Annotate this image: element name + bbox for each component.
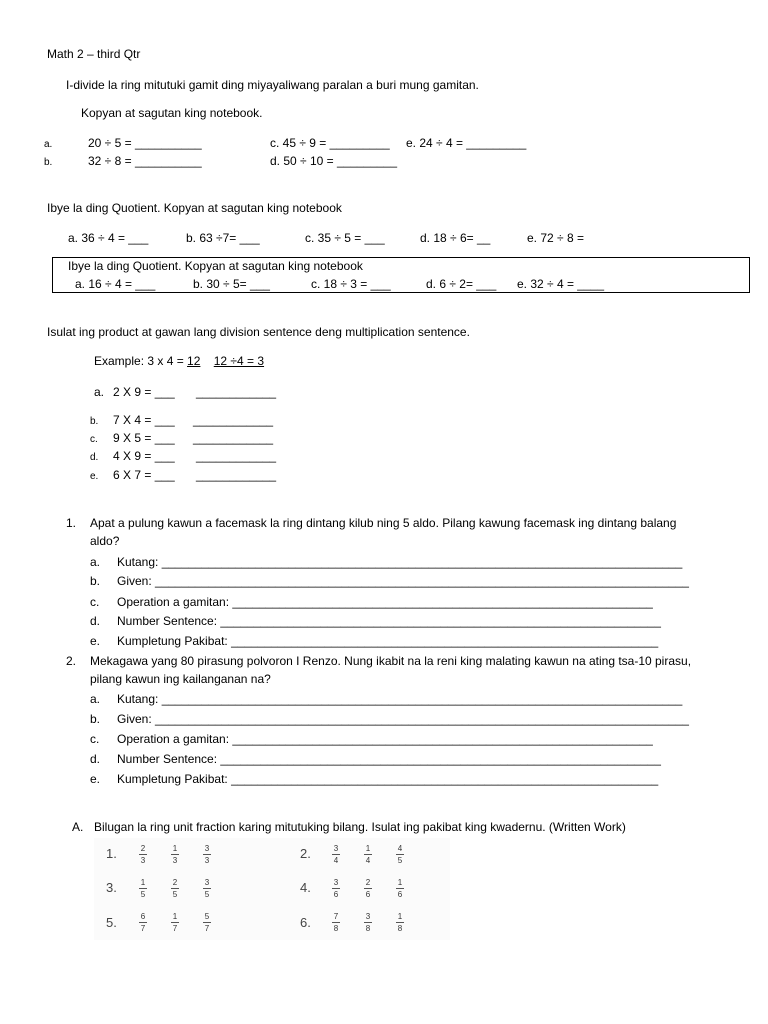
quotient-item: c. 18 ÷ 3 = ___ (311, 277, 391, 291)
sub-field: Given: ________________________________________________________________________________ (117, 574, 689, 588)
group-label: 6. (300, 915, 311, 930)
division-item: 32 ÷ 8 = __________ (88, 154, 202, 168)
denominator: 7 (204, 924, 210, 933)
multiplication-item: 4 X 9 = ___ (113, 449, 175, 463)
fraction (137, 878, 149, 899)
item-letter: e. (90, 471, 99, 482)
fraction (201, 878, 213, 899)
fraction (201, 912, 213, 933)
denominator: 7 (172, 924, 178, 933)
example (94, 354, 264, 368)
sub-letter: b. (90, 574, 101, 588)
example-label: Example: 3 x 4 = (94, 354, 188, 368)
sub-field: Operation a gamitan: _______________________________________________________________ (117, 595, 653, 609)
instruction-divide: I-divide la ring mitutuki gamit ding miyayaliwang paralan a buri mung gamitan. (66, 78, 479, 92)
multiplication-item: 9 X 5 = ___ (113, 431, 175, 445)
quotient-item: b. 30 ÷ 5= ___ (193, 277, 270, 291)
sub-field: Operation a gamitan: _______________________________________________________________ (117, 732, 653, 746)
item-letter: b. (90, 416, 99, 427)
denominator: 6 (397, 890, 403, 899)
problem-number: 1. (66, 516, 77, 530)
answer-blank: ____________ (196, 385, 277, 399)
numerator: 1 (397, 878, 403, 887)
denominator: 4 (365, 856, 371, 865)
fraction (362, 844, 374, 865)
fraction (394, 878, 406, 899)
sub-field: Number Sentence: __________________________________________________________________ (117, 752, 661, 766)
answer-blank: ____________ (196, 468, 277, 482)
fraction (330, 912, 342, 933)
denominator: 6 (365, 890, 371, 899)
numerator: 3 (333, 878, 339, 887)
denominator: 5 (172, 890, 178, 899)
sub-letter: c. (90, 595, 100, 609)
problem-text: Apat a pulung kawun a facemask la ring dintang kilub ning 5 aldo. Pilang kawung facemask ing dintang balang (90, 516, 677, 530)
sub-field: Number Sentence: __________________________________________________________________ (117, 614, 661, 628)
group-label: 4. (300, 880, 311, 895)
sub-letter: d. (90, 614, 101, 628)
denominator: 3 (140, 856, 146, 865)
instruction-copy: Kopyan at sagutan king notebook. (81, 106, 263, 120)
answer-blank: ____________ (196, 449, 277, 463)
quotient-item: d. 18 ÷ 6= __ (420, 231, 491, 245)
fraction (201, 844, 213, 865)
problem-text: Mekagawa yang 80 pirasung polvoron I Renzo. Nung ikabit na la reni king malating kawun na ating tsa-10 pirasu, (90, 654, 692, 668)
sub-letter: d. (90, 752, 101, 766)
example-division: 12 ÷4 = 3 (213, 354, 265, 368)
product-instruction: Isulat ing product at gawan lang division sentence deng multiplication sentence. (47, 325, 470, 339)
group-label: 2. (300, 846, 311, 861)
denominator: 4 (333, 856, 339, 865)
sub-letter: e. (90, 634, 101, 648)
quotient-item: e. 72 ÷ 8 = (527, 231, 584, 245)
sub-field: Kutang: ______________________________________________________________________________ (117, 555, 683, 569)
sub-field: Kumpletung Pakibat: ________________________________________________________________ (117, 772, 659, 786)
item-letter: a. (94, 385, 105, 399)
multiplication-item: 7 X 4 = ___ (113, 413, 175, 427)
numerator: 3 (365, 912, 371, 921)
numerator: 3 (204, 878, 210, 887)
denominator: 8 (365, 924, 371, 933)
numerator: 1 (397, 912, 403, 921)
fraction (394, 912, 406, 933)
fraction (362, 912, 374, 933)
fraction (137, 844, 149, 865)
division-item: 20 ÷ 5 = __________ (88, 136, 202, 150)
numerator: 2 (172, 878, 178, 887)
division-item: e. 24 ÷ 4 = _________ (406, 136, 527, 150)
denominator: 3 (204, 856, 210, 865)
sub-letter: e. (90, 772, 101, 786)
fraction (169, 878, 181, 899)
denominator: 7 (140, 924, 146, 933)
fraction (394, 844, 406, 865)
problem-text: aldo? (90, 534, 120, 548)
numerator: 2 (365, 878, 371, 887)
numerator: 2 (140, 844, 146, 853)
example-product: 12 (187, 354, 201, 368)
numerator: 5 (204, 912, 210, 921)
denominator: 6 (333, 890, 339, 899)
multiplication-item: 2 X 9 = ___ (113, 385, 175, 399)
sub-letter: b. (90, 712, 101, 726)
numerator: 1 (365, 844, 371, 853)
quotient-item: d. 6 ÷ 2= ___ (426, 277, 497, 291)
numerator: 7 (333, 912, 339, 921)
sub-field: Kumpletung Pakibat: ________________________________________________________________ (117, 634, 659, 648)
problem-number: 2. (66, 654, 77, 668)
quotient-item: c. 35 ÷ 5 = ___ (305, 231, 385, 245)
denominator: 8 (397, 924, 403, 933)
numerator: 1 (172, 912, 178, 921)
sub-letter: a. (90, 692, 101, 706)
sub-letter: c. (90, 732, 100, 746)
denominator: 8 (333, 924, 339, 933)
denominator: 3 (172, 856, 178, 865)
fraction (362, 878, 374, 899)
division-item: d. 50 ÷ 10 = _________ (270, 154, 398, 168)
numerator: 1 (140, 878, 146, 887)
answer-blank: ____________ (193, 413, 274, 427)
quotient-instruction: Ibye la ding Quotient. Kopyan at sagutan king notebook (68, 259, 363, 273)
quotient-instruction: Ibye la ding Quotient. Kopyan at sagutan king notebook (47, 201, 342, 215)
unit-fraction-instruction: Bilugan la ring unit fraction karing mitutuking bilang. Isulat ing pakibat king kwadernu. (Written Work) (94, 820, 626, 834)
numerator: 4 (397, 844, 403, 853)
item-letter: b. (44, 157, 53, 168)
section-letter: A. (72, 820, 84, 834)
item-letter: a. (44, 139, 53, 150)
quotient-item: e. 32 ÷ 4 = ____ (517, 277, 604, 291)
numerator: 3 (333, 844, 339, 853)
group-label: 1. (106, 846, 117, 861)
fraction (330, 878, 342, 899)
item-letter: d. (90, 452, 99, 463)
answer-blank: ____________ (193, 431, 274, 445)
multiplication-item: 6 X 7 = ___ (113, 468, 175, 482)
problem-text: pilang kawun ing kailanganan na? (90, 672, 271, 686)
division-item: c. 45 ÷ 9 = _________ (270, 136, 390, 150)
fraction (169, 844, 181, 865)
numerator: 1 (172, 844, 178, 853)
group-label: 5. (106, 915, 117, 930)
numerator: 6 (140, 912, 146, 921)
denominator: 5 (397, 856, 403, 865)
sub-field: Given: ________________________________________________________________________________ (117, 712, 689, 726)
quotient-item: a. 36 ÷ 4 = ___ (68, 231, 149, 245)
quotient-item: a. 16 ÷ 4 = ___ (75, 277, 156, 291)
numerator: 3 (204, 844, 210, 853)
fraction (330, 844, 342, 865)
denominator: 5 (140, 890, 146, 899)
item-letter: c. (90, 434, 98, 445)
sub-field: Kutang: ______________________________________________________________________________ (117, 692, 683, 706)
group-label: 3. (106, 880, 117, 895)
fraction (169, 912, 181, 933)
fraction (137, 912, 149, 933)
sub-letter: a. (90, 555, 101, 569)
denominator: 5 (204, 890, 210, 899)
quotient-item: b. 63 ÷7= ___ (186, 231, 260, 245)
page-title: Math 2 – third Qtr (47, 47, 141, 61)
